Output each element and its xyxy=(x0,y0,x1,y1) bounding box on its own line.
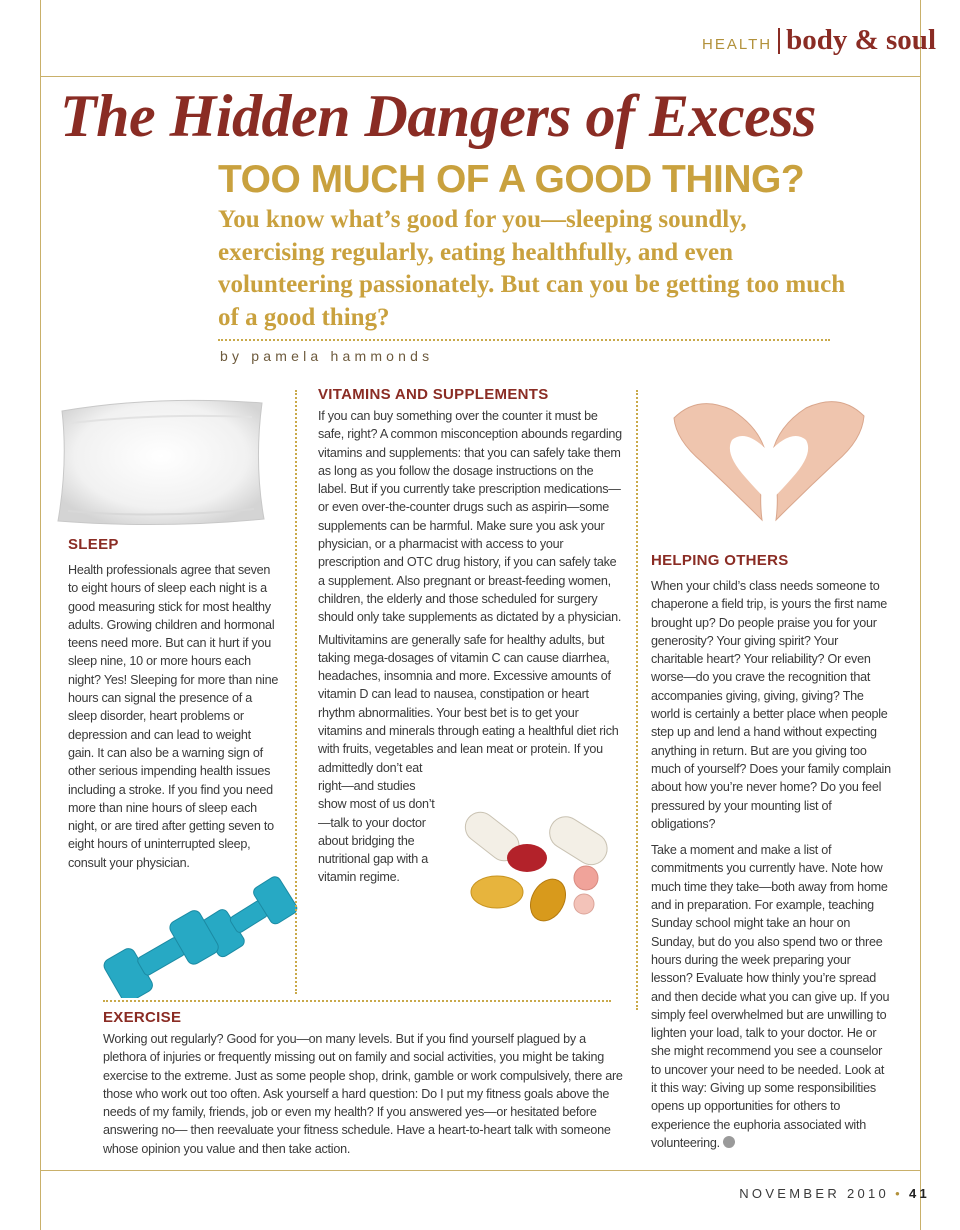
issue-date: NOVEMBER 2010 xyxy=(739,1186,890,1201)
article-title: The Hidden Dangers of Excess xyxy=(60,83,816,149)
bottom-rule xyxy=(40,1170,920,1171)
article-deck: You know what’s good for you—sleeping soundly, exercising regularly, eating healthfully, and even volunteering passionately. But can you be getting too much of a good thing? xyxy=(218,206,846,331)
magazine-section-name: body & soul xyxy=(786,24,936,56)
helping-others-section xyxy=(651,552,893,1152)
page-footer xyxy=(739,1186,930,1201)
exercise-divider xyxy=(103,1000,611,1002)
sleep-section xyxy=(68,536,280,872)
vitamins-paragraph-2-continued: admittedly don’t eat right—and studies show most of us don’t—talk to your doctor about bridging the nutritional gap with a vitamin regime. xyxy=(318,760,435,885)
helping-heading: HELPING OTHERS xyxy=(651,552,789,569)
vitamins-paragraph-1: If you can buy something over the counter it must be safe, right? A common misconception abounds regarding vitamins and supplements: that you can safely take them as long as you follow the dosage instructions on the label. But if you currently take prescription medications—or even over-the-counter drugs such as aspirin—some supplements can be harmful. Make sure you ask your physician, or a pharmacist with access to your prescription and OTC drug history, if you can safely take a supplement. Also pregnant or breast-feeding women, children, the elderly and those scheduled for surgery should only take supplements as dictated by a physician. xyxy=(318,409,622,625)
heart-hands-image xyxy=(662,392,876,530)
right-margin-rule xyxy=(920,0,921,1230)
article-subtitle: TOO MUCH OF A GOOD THING? xyxy=(218,158,805,201)
left-margin-rule xyxy=(40,0,41,1230)
magazine-header xyxy=(702,24,936,57)
helping-paragraph-1: When your child’s class needs someone to chaperone a field trip, is yours the first name brought up? Do people praise you for your generosity? Your giving spirit? Your charitable heart? Your reliability? Or even worse—do you crave the recognition that accompanies giving, giving, giving? The world is certainly a better place when people step up and lend a hand without expecting anything in return. But are you giving too much of yourself? Does your family complain about how you’re never home? Do you feel pressured by your mounting list of obligations? xyxy=(651,579,891,831)
exercise-section xyxy=(103,1009,623,1158)
byline: by pamela hammonds xyxy=(220,348,434,364)
column-divider-left xyxy=(295,390,297,994)
vitamins-heading: VITAMINS AND SUPPLEMENTS xyxy=(318,386,549,403)
sleep-body: Health professionals agree that seven to eight hours of sleep each night is a good measuring stick for most healthy adults. Growing children and hormonal teens need more. But can it hurt if you sleep nine, 10 or more hours each night? Yes! Sleeping for more than nine hours can signal the presence of a sleep disorder, heart problems or depression and can lead to weight gain. It can also be a warning sign of other serious impending health issues including a stroke. If you find you need more than nine hours of sleep each night, or are tired after getting seven to eight hours of uninterrupted sleep, consult your physician. xyxy=(68,563,279,870)
vitamins-paragraph-2: Multivitamins are generally safe for healthy adults, but taking mega-dosages of vitamin C can cause diarrhea, headaches, insomnia and more. Excessive amounts of vitamin D can lead to nausea, constipation or heart rhythm abnormalities. Your best bet is to get your vitamins and minerals through eating a healthful diet rich with fruits, vegetables and lean meat or protein. If you xyxy=(318,632,619,757)
page-number: 41 xyxy=(908,1186,930,1201)
deck-divider xyxy=(218,339,830,341)
pills-image xyxy=(452,796,622,924)
column-divider-right xyxy=(636,390,638,1010)
sleep-heading: SLEEP xyxy=(68,536,119,553)
pillow-image xyxy=(48,393,276,531)
helping-paragraph-2: Take a moment and make a list of commitments you currently have. Note how much time they take—both away from home and in preparation. For example, teaching Sunday school might take an hour on Sunday, but do you also spend two or three hours during the week preparing your lesson? Evaluate how thinly you’re spread and then decide what you can give up. If you simply feel overwhelmed but are unwilling to lighten your load, talk to your doctor. He or she might recommend you see a counselor to uncover your need to be needed. Look at it this way: Giving up some responsibilities opens up opportunities for others to experience the euphoria associated with volunteering. xyxy=(651,843,890,1150)
section-label: HEALTH xyxy=(702,36,773,53)
top-rule xyxy=(40,76,920,77)
header-divider xyxy=(778,28,780,54)
footer-bullet: • xyxy=(895,1186,903,1201)
end-mark-icon xyxy=(723,1136,735,1148)
exercise-body: Working out regularly? Good for you—on many levels. But if you find yourself plagued by a plethora of injuries or frequently missing out on family and social activities, you might be taking exercise to the extreme. Just as some people shop, drink, gamble or work compulsively, there are those who work out too often. Ask yourself a hard question: Do I put my fitness goals above the needs of my family, friends, job or even my health? If you answered yes—or hesitated before answering no— then reevaluate your fitness schedule. Have a heart-to-heart talk with someone whose opinion you value and then take action. xyxy=(103,1032,623,1156)
dumbbells-image xyxy=(95,868,305,998)
exercise-heading: EXERCISE xyxy=(103,1009,182,1026)
